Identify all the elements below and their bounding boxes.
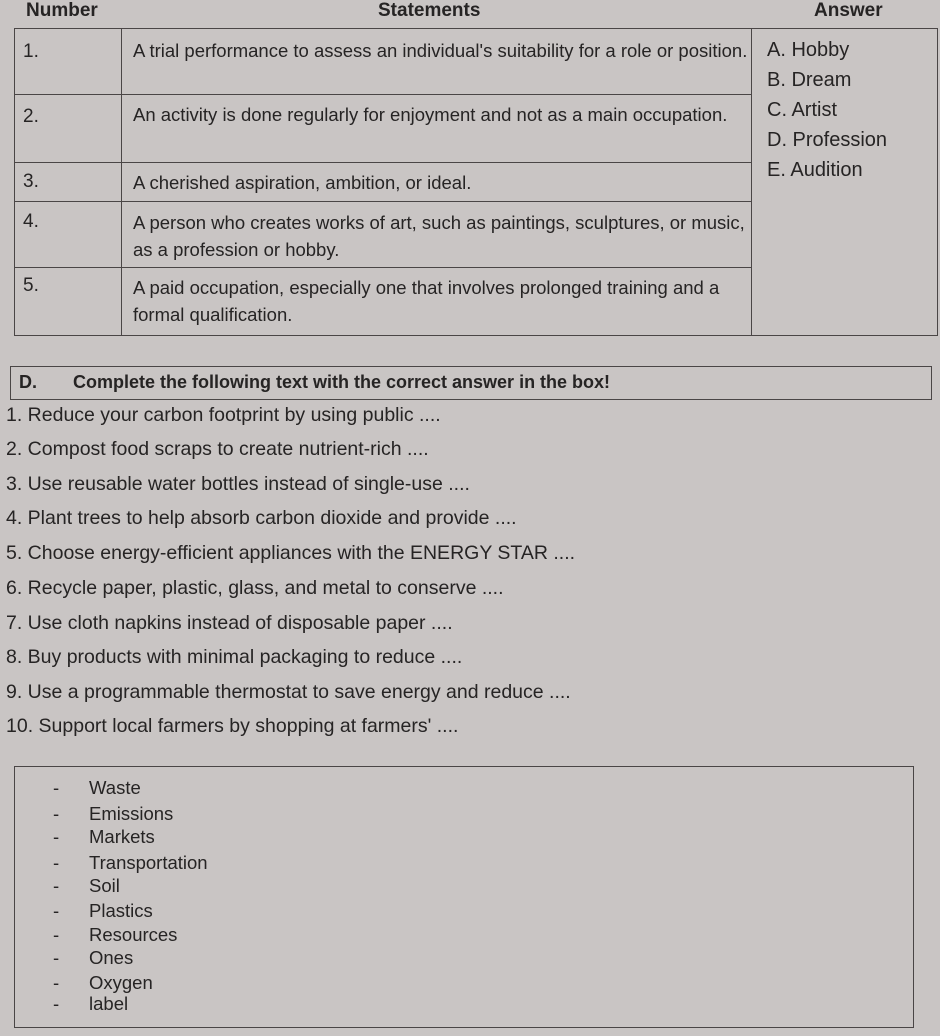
answer-option: E. Audition (767, 159, 863, 181)
answer-option: C. Artist (767, 99, 838, 121)
row-divider (15, 267, 751, 268)
list-item: 3. Use reusable water bottles instead of single-use .... (6, 473, 470, 495)
word-label: Oxygen (89, 972, 153, 993)
word-option (53, 826, 155, 848)
header-number: Number (26, 0, 98, 21)
header-statements: Statements (378, 0, 481, 21)
row-statement: A paid occupation, especially one that involves prolonged training and a formal qualification. (133, 277, 720, 325)
list-item: 8. Buy products with minimal packaging to reduce .... (6, 646, 463, 668)
answer-option: A. Hobby (767, 39, 850, 61)
word-option (53, 777, 141, 799)
section-letter: D. (19, 372, 37, 392)
answer-list (767, 35, 887, 185)
header-answer: Answer (814, 0, 883, 21)
row-statement: A trial performance to assess an individual's suitability for a role or position. (133, 40, 748, 61)
word-option (53, 852, 208, 874)
list-item: 9. Use a programmable thermostat to save energy and reduce .... (6, 681, 571, 703)
list-item: 2. Compost food scraps to create nutrient-rich .... (6, 438, 429, 460)
list-item: 5. Choose energy-efficient appliances with the ENERGY STAR .... (6, 542, 576, 564)
word-option (53, 803, 174, 825)
word-box (14, 766, 914, 1028)
word-label: Transportation (89, 852, 208, 873)
bullet-dash: - (53, 826, 60, 847)
bullet-dash: - (53, 900, 60, 921)
table-header (14, 0, 938, 26)
word-label: label (89, 993, 129, 1014)
row-statement: A person who creates works of art, such as paintings, sculptures, or music, as a profession or hobby. (133, 212, 745, 260)
bullet-dash: - (53, 777, 60, 798)
row-number: 5. (23, 275, 39, 296)
row-statement: A cherished aspiration, ambition, or ideal. (133, 172, 472, 193)
list-item: 7. Use cloth napkins instead of disposable paper .... (6, 612, 453, 634)
word-option (53, 972, 153, 994)
word-option (53, 947, 134, 969)
section-d-heading (10, 366, 932, 400)
word-label: Soil (89, 875, 120, 896)
matching-table (14, 0, 938, 336)
bullet-dash: - (53, 875, 60, 896)
word-label: Plastics (89, 900, 153, 921)
word-option (53, 875, 120, 897)
bullet-dash: - (53, 993, 60, 1014)
bullet-dash: - (53, 852, 60, 873)
answer-option: D. Profession (767, 129, 888, 151)
row-divider (15, 201, 751, 202)
row-number: 3. (23, 171, 39, 192)
list-item: 6. Recycle paper, plastic, glass, and metal to conserve .... (6, 577, 504, 599)
list-item: 4. Plant trees to help absorb carbon dioxide and provide .... (6, 507, 517, 529)
list-item: 1. Reduce your carbon footprint by using public .... (6, 404, 441, 426)
bullet-dash: - (53, 803, 60, 824)
bullet-dash: - (53, 972, 60, 993)
column-divider (121, 29, 122, 335)
answer-option: B. Dream (767, 69, 852, 91)
bullet-dash: - (53, 947, 60, 968)
row-number: 1. (23, 41, 39, 62)
word-option (53, 900, 153, 922)
word-label: Emissions (89, 803, 174, 824)
list-item: 10. Support local farmers by shopping at farmers' .... (6, 715, 459, 737)
word-label: Waste (89, 777, 141, 798)
bullet-dash: - (53, 924, 60, 945)
word-option (53, 993, 129, 1015)
row-divider (15, 94, 751, 95)
row-number: 2. (23, 106, 39, 127)
word-label: Ones (89, 947, 134, 968)
section-instruction: Complete the following text with the correct answer in the box! (73, 372, 611, 392)
row-number: 4. (23, 211, 39, 232)
row-statement: An activity is done regularly for enjoyment and not as a main occupation. (133, 104, 728, 125)
word-label: Resources (89, 924, 178, 945)
word-option (53, 924, 178, 946)
table-grid (14, 28, 938, 336)
row-divider (15, 162, 751, 163)
word-label: Markets (89, 826, 155, 847)
